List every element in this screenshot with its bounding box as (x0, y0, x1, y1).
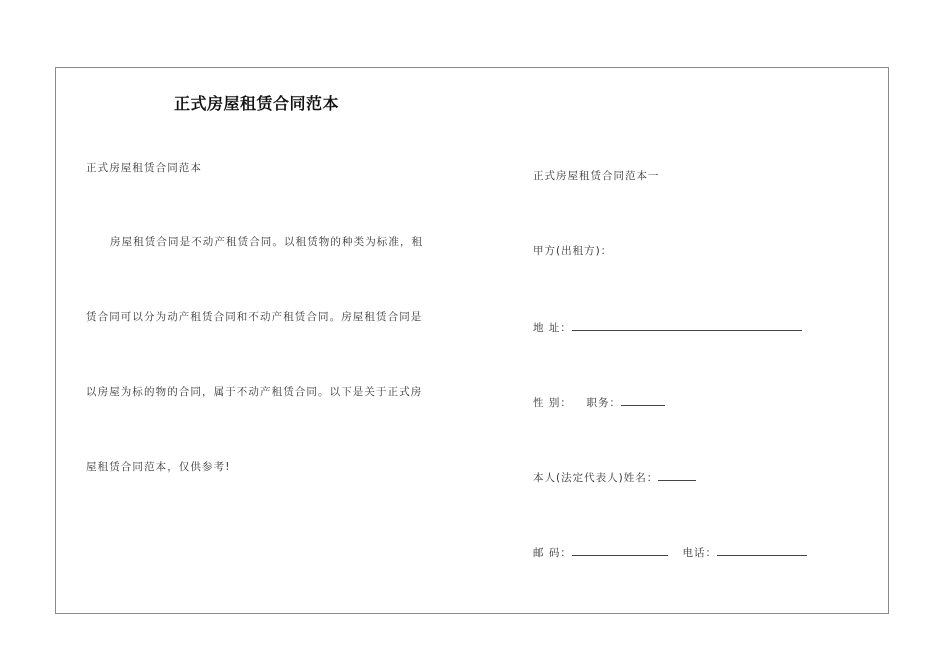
position-label: 职务： (586, 397, 622, 409)
gender-position-row (533, 393, 665, 410)
paragraph-line-3: 以房屋为标的物的合同，属于不动产租赁合同。以下是关于正式房 (86, 386, 423, 398)
name-row (533, 468, 696, 485)
name-blank (658, 468, 696, 481)
contract-template-heading: 正式房屋租赁合同范本一 (533, 170, 660, 182)
postcode-blank (572, 543, 668, 556)
address-blank (572, 318, 802, 331)
left-subtitle: 正式房屋租赁合同范本 (86, 162, 202, 174)
address-row (533, 318, 802, 335)
paragraph-line-2: 赁合同可以分为动产租赁合同和不动产租赁合同。房屋租赁合同是 (86, 311, 423, 323)
phone-blank (717, 543, 807, 556)
document-page (55, 67, 889, 614)
address-label: 地 址： (533, 322, 572, 334)
gender-label: 性 别： (533, 397, 572, 409)
document-title: 正式房屋租赁合同范本 (174, 94, 340, 113)
phone-label: 电话： (682, 547, 718, 559)
paragraph-line-1: 房屋租赁合同是不动产租赁合同。以租赁物的种类为标准，租 (110, 236, 424, 248)
postcode-phone-row (533, 543, 807, 560)
paragraph-line-4: 屋租赁合同范本，仅供参考! (86, 461, 231, 473)
postcode-label: 邮 码： (533, 547, 572, 559)
party-a-label: 甲方(出租方)： (533, 245, 613, 257)
position-blank (621, 393, 665, 406)
representative-name-label: 本人(法定代表人)姓名： (533, 472, 659, 484)
